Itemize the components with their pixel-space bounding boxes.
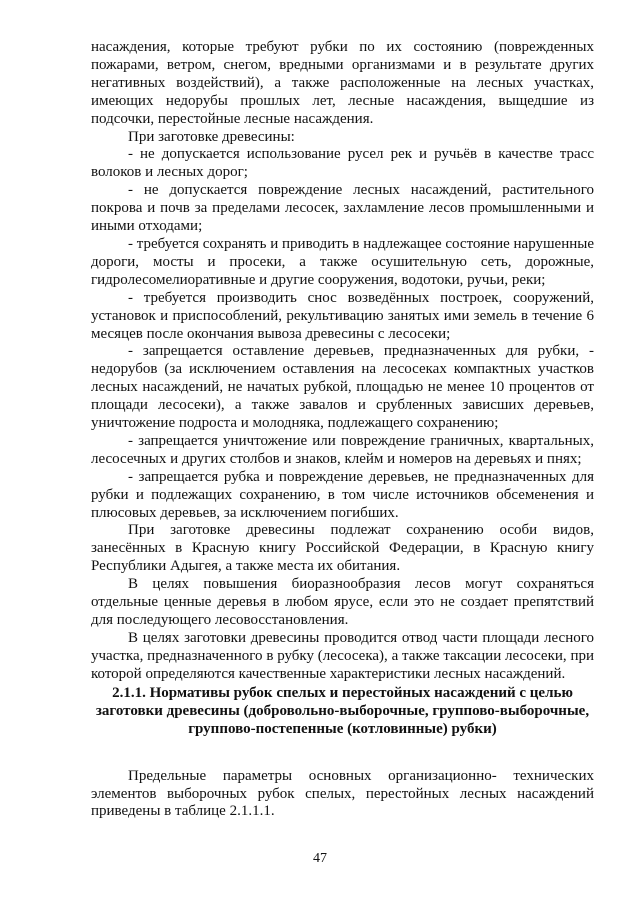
paragraph-final: Предельные параметры основных организационно- технических элементов выборочных рубок спелых, перестойных лесных насаждений приведены в таблице 2.1.1.1. [91, 767, 594, 820]
spacer [91, 738, 594, 768]
paragraph-allotment: В целях заготовки древесины проводится отвод части площади лесного участка, предназначенного в рубку (лесосека), а также таксации лесосеки, при которой определяются качественные характеристики лесных насаждений. [91, 629, 594, 682]
list-item-nedoruby: - запрещается оставление деревьев, предназначенных для рубки, - недорубов (за исключением оставления на лесосеках компактных участков лесных насаждений, не начатых рубкой, площадью не менее 10 процентов от площади лесосеки), а также завалов и срубленных зависших деревьев, уничтожение подроста и молодняка, подлежащего сохранению; [91, 343, 594, 432]
list-item-buildings: - требуется производить снос возведённых построек, сооружений, установок и приспособлений, рекультивацию занятых ими земель в течение 6 месяцев после окончания вывоза древесины с лесосеки; [91, 289, 594, 342]
list-item-damage: - не допускается повреждение лесных насаждений, растительного покрова и почв за пределами лесосек, захламление лесов промышленными и иными отходами; [91, 182, 594, 235]
list-item-trees: - запрещается рубка и повреждение деревьев, не предназначенных для рубки и подлежащих сохранению, в том числе источников обсеменения и плюсовых деревьев, за исключением погибших. [91, 468, 594, 521]
list-item-roads: - требуется сохранять и приводить в надлежащее состояние нарушенные дороги, мосты и просеки, а также осушительную сеть, дорожные, гидролесомелиоративные и другие сооружения, водотоки, ручьи, реки; [91, 235, 594, 288]
section-heading: 2.1.1. Нормативы рубок спелых и перестойных насаждений с целью заготовки древесины (добровольно-выборочные, группово-выборочные, группово-постепенные (котловинные) рубки) [95, 684, 590, 737]
paragraph-biodiversity: В целях повышения биоразнообразия лесов могут сохраняться отдельные ценные деревья в любом ярусе, если это не создает препятствий для последующего лесовосстановления. [91, 576, 594, 628]
paragraph-red-book: При заготовке древесины подлежат сохранению особи видов, занесённых в Красную книгу Российской Федерации, в Красную книгу Республики Адыгея, а также места их обитания. [91, 522, 594, 575]
paragraph-intro: При заготовке древесины: [128, 128, 295, 145]
page-body [91, 39, 594, 821]
list-item-markers: - запрещается уничтожение или повреждение граничных, квартальных, лесосечных и других столбов и знаков, клейм и номеров на деревьях и пнях; [91, 432, 594, 467]
paragraph-continuation: насаждения, которые требуют рубки по их состоянию (поврежденных пожарами, ветром, снегом, вредными организмами и в результате других негативных воздействий), а также расположенные на лесных участках, имеющих недорубы прошлых лет, лесные насаждения, выщедшие из подсочки, перестойные лесные насаждения. [91, 39, 594, 127]
list-item-rivers: - не допускается использование русел рек и ручьёв в качестве трасс волоков и лесных дорог; [91, 146, 594, 181]
page-number: 47 [313, 851, 327, 866]
